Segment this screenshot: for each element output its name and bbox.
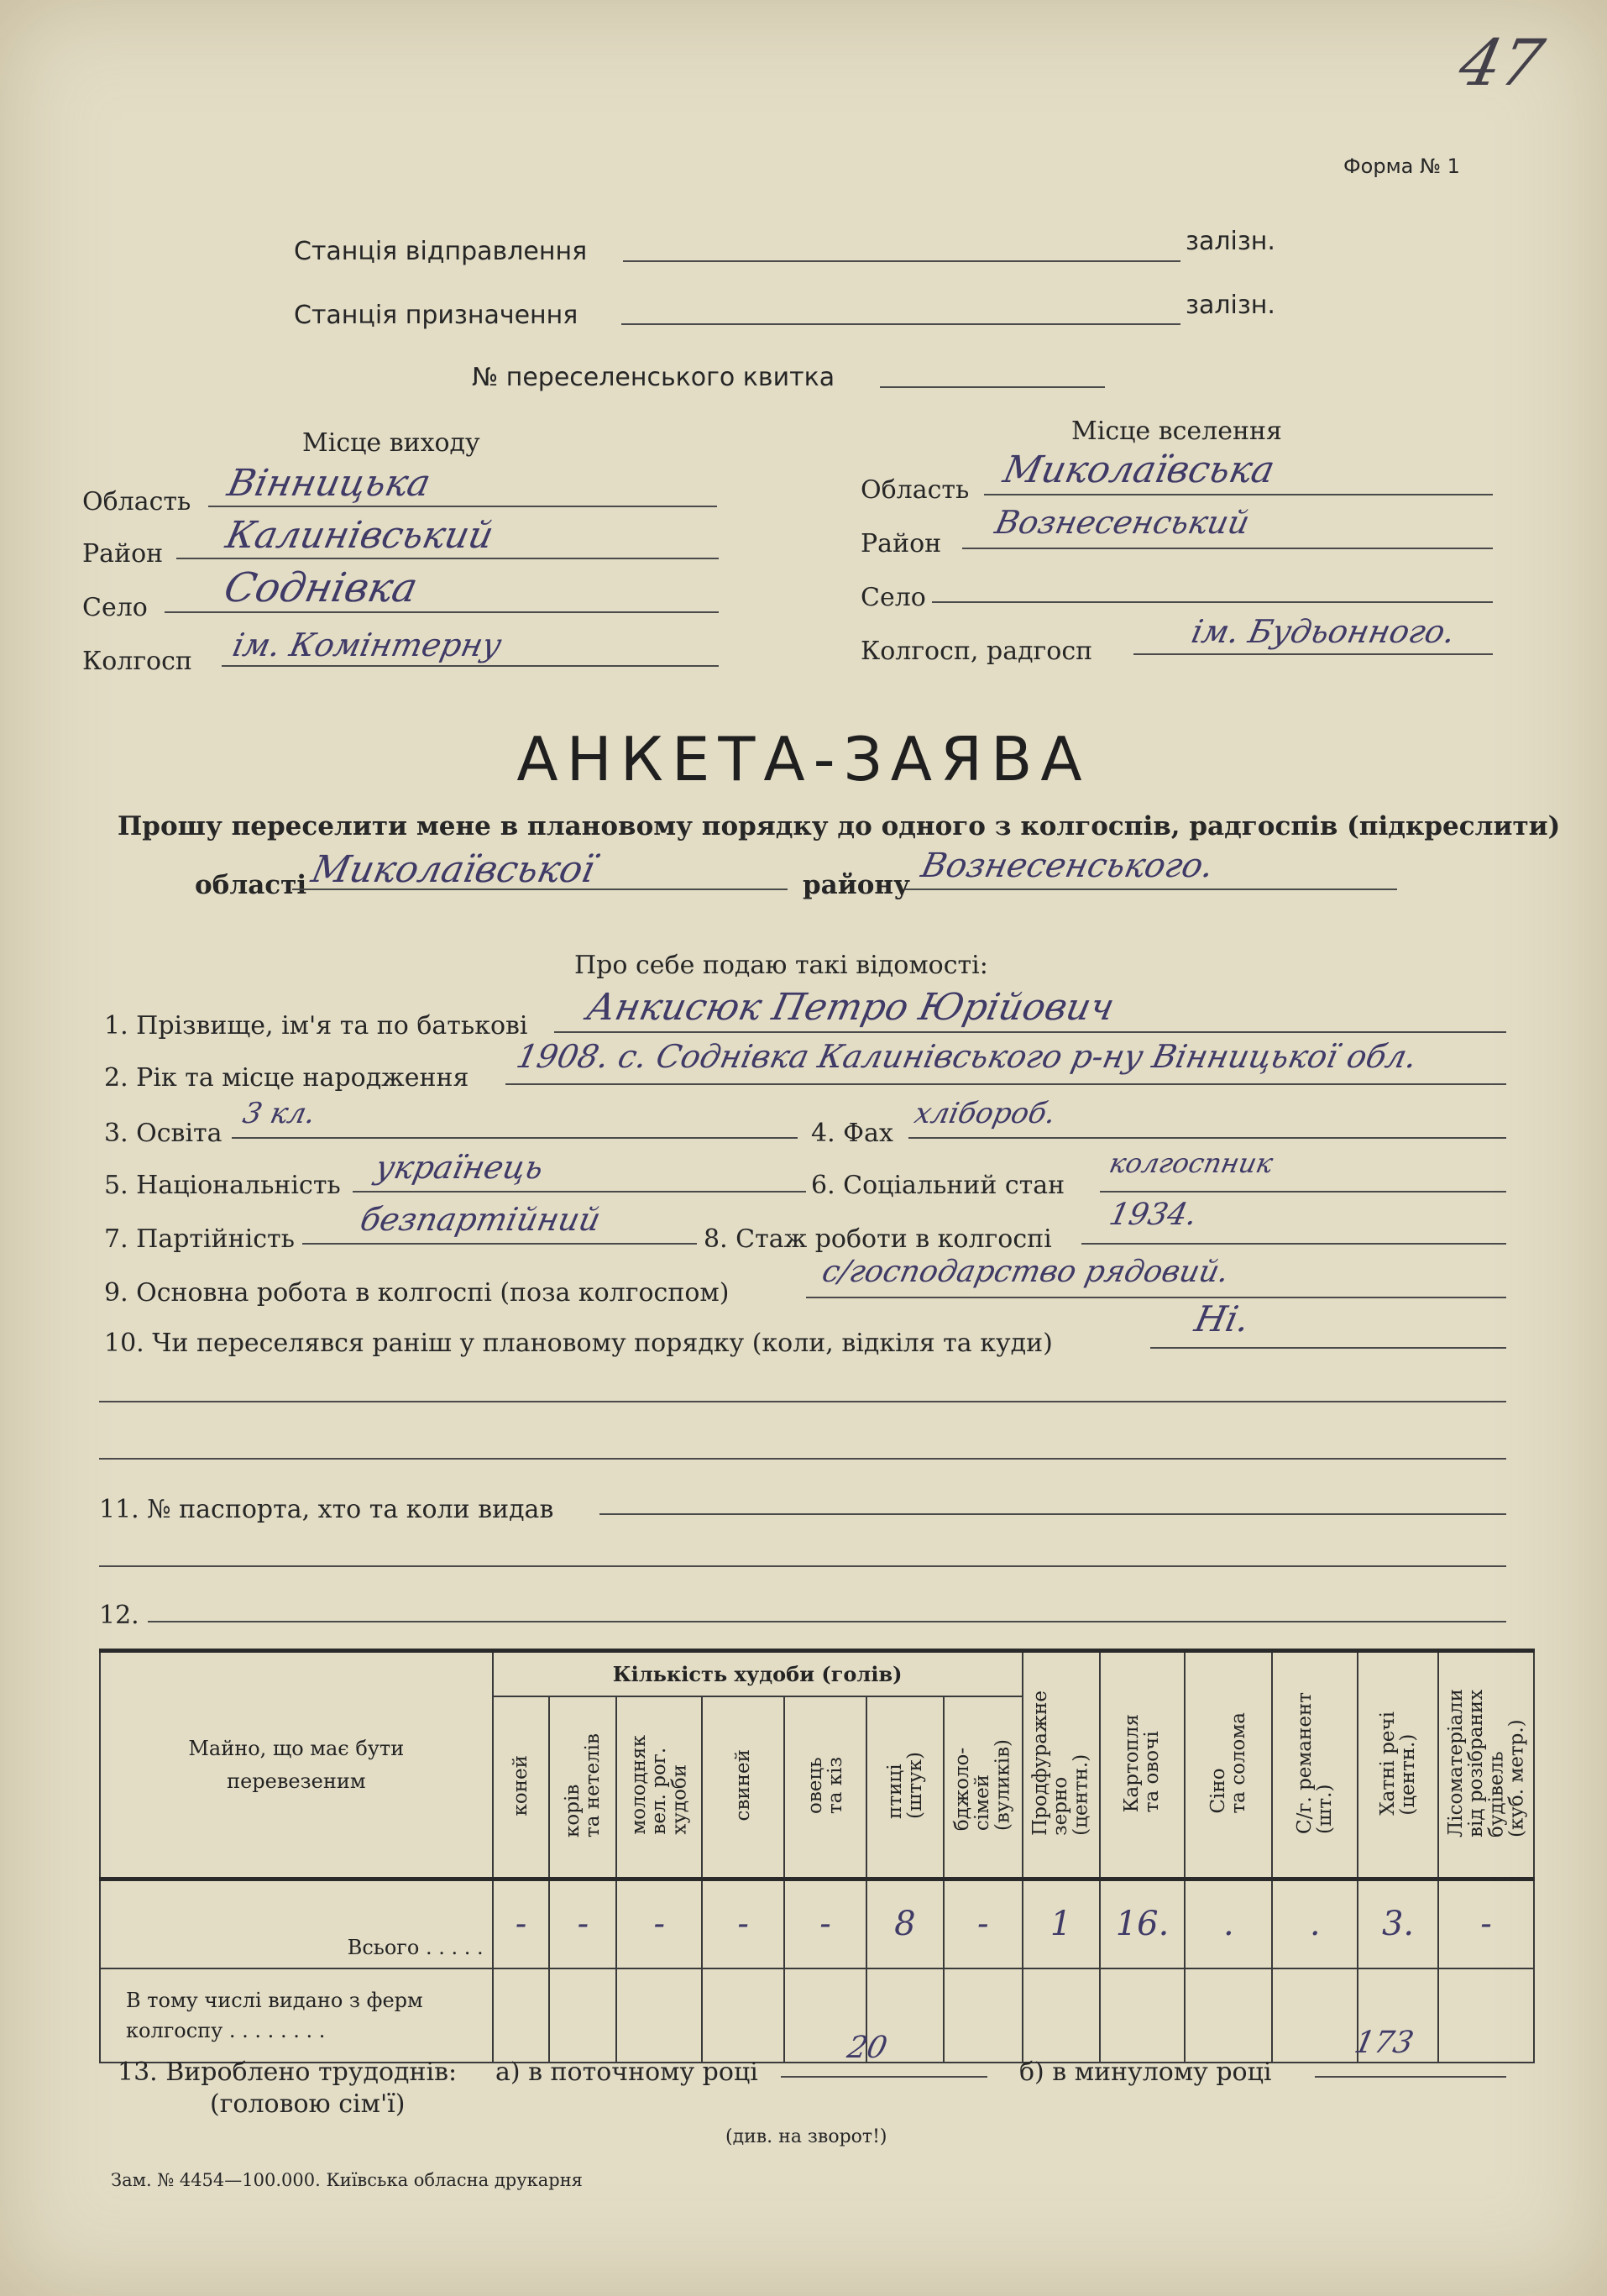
col-header-text: бджоло- сімей (вуликів): [951, 1739, 1014, 1832]
origin-oblast-label: Область: [82, 487, 191, 516]
request-oblast-label: області: [195, 870, 307, 900]
col-header-text: коней: [510, 1754, 532, 1816]
total-value: 8: [894, 1905, 916, 1944]
col-header-text: молодняк вел. рог. худоби: [628, 1735, 691, 1836]
farm-cell: [1023, 1968, 1100, 2063]
field-7-label: 7. Партійність: [104, 1224, 295, 1254]
col-header-text: Хатні речі (центн.): [1376, 1711, 1420, 1816]
total-row-label-text: Всього . . . . .: [347, 1935, 484, 1959]
col-header: [1185, 1651, 1272, 1879]
livestock-header: [493, 1651, 1023, 1696]
request-oblast-value: Миколаївської: [307, 848, 599, 891]
ticket-number-line: [880, 386, 1105, 388]
farm-cell: [1185, 1968, 1272, 2063]
field-3-value: 3 кл.: [239, 1097, 319, 1130]
farm-cell: [702, 1968, 784, 2063]
field-4-line: [908, 1137, 1506, 1139]
field-4-label: 4. Фах: [811, 1119, 893, 1148]
col-header: [549, 1696, 616, 1879]
field-10-line-3: [99, 1458, 1506, 1460]
total-cell: [1438, 1879, 1534, 1968]
field-9-label: 9. Основна робота в колгоспі (поза колгоспом): [104, 1278, 730, 1308]
total-value: 1: [1050, 1905, 1072, 1944]
archive-number: 47: [1453, 25, 1551, 100]
destination-oblast-label: Область: [861, 475, 970, 505]
destination-kolhosp-value: ім. Будьонного.: [1188, 613, 1459, 650]
total-value: -: [577, 1905, 589, 1944]
field-5-value: українець: [372, 1149, 547, 1186]
field-1-label: 1. Прізвище, ім'я та по батькові: [104, 1011, 528, 1041]
field-1-line: [554, 1031, 1506, 1033]
field-7-line: [302, 1243, 697, 1245]
col-header: [866, 1696, 944, 1879]
destination-kolhosp-label: Колгосп, радгосп: [861, 637, 1093, 666]
field-11-line: [599, 1513, 1506, 1515]
farm-cell: [493, 1968, 550, 2063]
workdays-label: 13. Вироблено трудоднів:: [118, 2057, 458, 2087]
workdays-current-label: а) в поточному році: [495, 2057, 758, 2087]
col-header: [1358, 1651, 1438, 1879]
field-7-value: безпартійний: [357, 1201, 605, 1238]
field-6-label: 6. Соціальний стан: [811, 1171, 1065, 1200]
field-5-label: 5. Національність: [104, 1171, 341, 1200]
destination-raion-line: [962, 548, 1493, 549]
total-value: .: [1309, 1905, 1321, 1944]
field-12-label: 12.: [99, 1601, 139, 1630]
farm-row-label: [100, 1968, 493, 2063]
origin-kolhosp-label: Колгосп: [82, 647, 192, 676]
col-header-text: овець та кіз: [804, 1756, 846, 1814]
info-intro: Про себе подаю такі відомості:: [574, 951, 988, 980]
total-cell: [616, 1879, 702, 1968]
destination-selo-line: [932, 601, 1493, 603]
col-header-text: свиней: [732, 1749, 755, 1822]
form-title: АНКЕТА-ЗАЯВА: [516, 724, 1091, 794]
field-11-label: 11. № паспорта, хто та коли видав: [99, 1495, 554, 1524]
total-cell: [1023, 1879, 1100, 1968]
destination-selo-label: Село: [861, 583, 926, 612]
total-value: 16.: [1115, 1905, 1170, 1944]
col-header: [493, 1696, 550, 1879]
col-header: [1438, 1651, 1534, 1879]
field-9-line: [806, 1297, 1506, 1298]
col-header-text: птиці (штук): [883, 1751, 926, 1819]
total-cell: [944, 1879, 1023, 1968]
workdays-current-line: [781, 2076, 987, 2078]
field-2-label: 2. Рік та місце народження: [104, 1063, 469, 1093]
livestock-header-text: Кількість худоби (голів): [612, 1661, 903, 1686]
field-10-line-2: [99, 1401, 1506, 1402]
col-header-text: Продфуражне зерно (центн.): [1029, 1691, 1092, 1836]
col-header: [1100, 1651, 1186, 1879]
total-value: -: [515, 1905, 527, 1944]
farm-cell: [1438, 1968, 1534, 2063]
farm-cell: [1100, 1968, 1186, 2063]
field-10-line: [1150, 1347, 1506, 1349]
col-header: [944, 1696, 1023, 1879]
total-value: 3.: [1381, 1905, 1415, 1944]
total-cell: [1272, 1879, 1358, 1968]
field-1-value: Анкисюк Петро Юрійович: [583, 986, 1118, 1029]
see-back-note: (див. на зворот!): [725, 2126, 887, 2147]
departure-railway-label: залізн.: [1186, 227, 1275, 256]
field-8-value: 1934.: [1106, 1198, 1201, 1232]
field-8-label: 8. Стаж роботи в колгоспі: [704, 1224, 1052, 1254]
field-6-line: [1100, 1191, 1506, 1193]
request-text: Прошу переселити мене в плановому порядку до одного з колгоспів, радгоспів (підкреслити): [118, 811, 1561, 841]
col-header: [1272, 1651, 1358, 1879]
total-value: -: [653, 1905, 666, 1944]
departure-station-line: [623, 260, 1180, 262]
destination-raion-value: Вознесенський: [992, 504, 1254, 541]
form-number: Форма № 1: [1343, 155, 1460, 178]
col-header-text: корів та нетелів: [562, 1732, 605, 1837]
field-6-value: колгоспник: [1106, 1147, 1276, 1179]
field-5-line: [353, 1191, 806, 1193]
property-header-text: Майно, що має бути перевезеним: [188, 1737, 405, 1793]
workdays-previous-line: [1315, 2076, 1506, 2078]
departure-station-label: Станція відправлення: [294, 237, 588, 266]
origin-selo-label: Село: [82, 593, 148, 622]
arrival-station-line: [621, 323, 1180, 325]
origin-raion-label: Район: [82, 539, 164, 569]
origin-selo-line: [165, 611, 719, 613]
origin-kolhosp-line: [222, 665, 719, 667]
total-value: -: [819, 1905, 831, 1944]
origin-heading: Місце виходу: [302, 428, 480, 458]
origin-raion-value: Калинівський: [222, 514, 498, 557]
field-9-value: с/господарство рядовий.: [819, 1255, 1233, 1289]
field-11-line-2: [99, 1565, 1506, 1567]
origin-selo-value: Соднівка: [220, 564, 422, 611]
farm-cell: [944, 1968, 1023, 2063]
col-header-text: Лісоматеріали від розібраних будівель (куб. метр.): [1444, 1689, 1528, 1837]
total-cell: [784, 1879, 866, 1968]
destination-oblast-value: Миколаївська: [999, 448, 1279, 491]
total-cell: [1358, 1879, 1438, 1968]
workdays-previous-label: б) в минулому році: [1019, 2057, 1272, 2087]
farm-cell: [616, 1968, 702, 2063]
field-12-line: [148, 1621, 1506, 1622]
farm-cell: [549, 1968, 616, 2063]
property-header: [100, 1651, 493, 1879]
total-cell: [549, 1879, 616, 1968]
origin-oblast-value: Вінницька: [223, 462, 435, 505]
workdays-current-value: 20: [844, 2031, 891, 2065]
col-header-text: Картопля та овочі: [1121, 1713, 1164, 1813]
ticket-number-label: № переселенського квитка: [472, 363, 835, 392]
col-header: [784, 1696, 866, 1879]
field-10-label: 10. Чи переселявся раніш у плановому порядку (коли, відкіля та куди): [104, 1329, 1053, 1358]
property-table: [99, 1649, 1535, 2063]
total-cell: [493, 1879, 550, 1968]
request-raion-label: району: [803, 870, 910, 900]
field-10-value: Ні.: [1191, 1298, 1254, 1339]
destination-kolhosp-line: [1133, 653, 1493, 655]
field-3-label: 3. Освіта: [104, 1119, 222, 1148]
origin-oblast-line: [208, 506, 717, 507]
total-value: -: [1480, 1905, 1492, 1944]
col-header-text: Сіно та солома: [1207, 1712, 1250, 1814]
workdays-previous-value: 173: [1351, 2026, 1417, 2060]
col-header-text: С/г. реманент (шт.): [1294, 1692, 1337, 1834]
field-8-line: [1081, 1243, 1506, 1245]
field-2-value: 1908. с. Соднівка Калинівського р-ну Вінницької обл.: [513, 1038, 1421, 1075]
total-value: .: [1223, 1905, 1234, 1944]
destination-raion-label: Район: [861, 529, 942, 558]
total-cell: [1185, 1879, 1272, 1968]
total-value: -: [737, 1905, 749, 1944]
col-header: [702, 1696, 784, 1879]
destination-heading: Місце вселення: [1071, 417, 1282, 446]
col-header: [616, 1696, 702, 1879]
farm-cell: [1272, 1968, 1358, 2063]
origin-kolhosp-value: ім. Комінтерну: [229, 626, 505, 663]
workdays-sub-label: (головою сім'ї): [210, 2089, 406, 2119]
printer-info: Зам. № 4454—100.000. Київська обласна друкарня: [111, 2170, 583, 2190]
arrival-station-label: Станція призначення: [294, 301, 578, 330]
destination-oblast-line: [984, 494, 1493, 495]
arrival-railway-label: залізн.: [1186, 291, 1275, 320]
total-row-label: [100, 1879, 493, 1968]
request-raion-line: [905, 889, 1397, 890]
field-3-line: [232, 1137, 798, 1139]
total-cell: [702, 1879, 784, 1968]
field-2-line: [505, 1083, 1506, 1085]
col-header: [1023, 1651, 1100, 1879]
farm-row-label-text: В тому числі видано з ферм колгоспу . . . . . . . .: [126, 1988, 423, 2042]
total-cell: [1100, 1879, 1186, 1968]
total-cell: [866, 1879, 944, 1968]
origin-raion-line: [176, 558, 719, 559]
total-value: -: [976, 1905, 989, 1944]
request-raion-value: Вознесенського.: [918, 847, 1217, 885]
field-4-value: хлібороб.: [911, 1097, 1059, 1130]
